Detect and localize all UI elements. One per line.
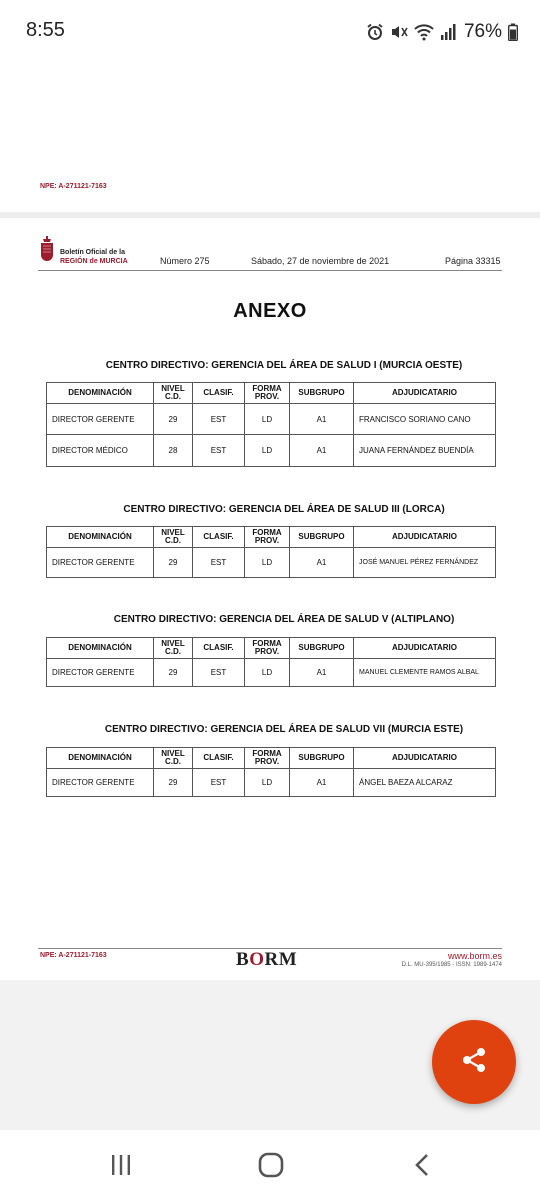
header-divider <box>38 270 502 271</box>
cell-forma: LD <box>245 769 290 797</box>
navigation-bar <box>0 1130 540 1200</box>
back-icon <box>411 1153 435 1182</box>
cell-forma: LD <box>245 404 290 435</box>
cell-subgrupo: A1 <box>290 435 354 467</box>
borm-title <box>60 248 128 266</box>
cell-clasif: EST <box>193 548 245 578</box>
previous-page <box>0 60 540 212</box>
col-subgrupo: SUBGRUPO <box>290 383 354 404</box>
cell-subgrupo: A1 <box>290 659 354 687</box>
cell-nivel: 28 <box>154 435 193 467</box>
footer-npe: NPE: A-271121-7163 <box>40 952 107 959</box>
col-subgrupo: SUBGRUPO <box>290 638 354 659</box>
section-title: CENTRO DIRECTIVO: GERENCIA DEL ÁREA DE SALUD III (LORCA) <box>123 504 445 515</box>
col-forma: FORMA PROV. <box>245 748 290 769</box>
col-denominacion: DENOMINACIÓN <box>47 383 154 404</box>
cell-denominacion: DIRECTOR GERENTE <box>47 548 154 578</box>
cell-denominacion: DIRECTOR GERENTE <box>47 769 154 797</box>
col-adjudicatario: ADJUDICATARIO <box>354 527 496 548</box>
cell-clasif: EST <box>193 435 245 467</box>
table-row <box>47 769 496 797</box>
section-title: CENTRO DIRECTIVO: GERENCIA DEL ÁREA DE SALUD I (MURCIA OESTE) <box>105 360 463 371</box>
table-header-row <box>47 383 496 404</box>
table-header-row <box>47 527 496 548</box>
cell-adjudicatario: JOSÉ MANUEL PÉREZ FERNÁNDEZ <box>354 548 496 578</box>
home-icon <box>257 1151 285 1184</box>
col-nivel: NIVEL C.D. <box>154 638 193 659</box>
table-row <box>47 404 496 435</box>
col-subgrupo: SUBGRUPO <box>290 748 354 769</box>
cell-adjudicatario: FRANCISCO SORIANO CANO <box>354 404 496 435</box>
home-button[interactable] <box>256 1152 286 1182</box>
battery-icon <box>508 23 518 41</box>
positions-table <box>46 637 496 687</box>
status-icons <box>366 19 518 45</box>
recent-apps-icon <box>109 1153 133 1182</box>
cell-forma: LD <box>245 659 290 687</box>
cell-adjudicatario: MANUEL CLEMENTE RAMOS ALBAL <box>354 659 496 687</box>
col-denominacion: DENOMINACIÓN <box>47 638 154 659</box>
status-bar <box>0 0 540 60</box>
positions-table <box>46 382 496 467</box>
cell-subgrupo: A1 <box>290 769 354 797</box>
coat-of-arms-icon <box>40 236 54 264</box>
col-nivel: NIVEL C.D. <box>154 383 193 404</box>
col-clasif: CLASIF. <box>193 527 245 548</box>
recent-apps-button[interactable] <box>106 1152 136 1182</box>
legal-deposit: D.L. MU-395/1985 - ISSN: 1989-1474 <box>401 962 502 968</box>
section-title: CENTRO DIRECTIVO: GERENCIA DEL ÁREA DE SALUD VII (MURCIA ESTE) <box>104 724 464 735</box>
cell-denominacion: DIRECTOR MÉDICO <box>47 435 154 467</box>
issue-date: Sábado, 27 de noviembre de 2021 <box>251 256 390 266</box>
share-button[interactable] <box>432 1020 516 1104</box>
cell-denominacion: DIRECTOR GERENTE <box>47 659 154 687</box>
issue-number: Número 275 <box>160 256 210 266</box>
col-clasif: CLASIF. <box>193 748 245 769</box>
col-adjudicatario: ADJUDICATARIO <box>354 638 496 659</box>
battery-percent: 76% <box>463 21 502 42</box>
wifi-icon <box>414 23 434 41</box>
logo-line-2: REGIÓN de MURCIA <box>60 258 128 265</box>
cell-subgrupo: A1 <box>290 548 354 578</box>
table-row <box>47 659 496 687</box>
cell-forma: LD <box>245 548 290 578</box>
cell-nivel: 29 <box>154 548 193 578</box>
status-time: 8:55 <box>26 19 65 41</box>
positions-table <box>46 747 496 797</box>
col-denominacion: DENOMINACIÓN <box>47 527 154 548</box>
page-number: Página 33315 <box>445 256 501 266</box>
cell-denominacion: DIRECTOR GERENTE <box>47 404 154 435</box>
col-nivel: NIVEL C.D. <box>154 527 193 548</box>
npe-code: NPE: A-271121-7163 <box>40 183 107 190</box>
cell-clasif: EST <box>193 404 245 435</box>
table-row <box>47 548 496 578</box>
back-button[interactable] <box>408 1152 438 1182</box>
col-clasif: CLASIF. <box>193 638 245 659</box>
mute-icon <box>390 23 408 41</box>
col-subgrupo: SUBGRUPO <box>290 527 354 548</box>
col-forma: FORMA PROV. <box>245 527 290 548</box>
positions-table <box>46 526 496 578</box>
cell-adjudicatario: JUANA FERNÁNDEZ BUENDÍA <box>354 435 496 467</box>
col-clasif: CLASIF. <box>193 383 245 404</box>
col-denominacion: DENOMINACIÓN <box>47 748 154 769</box>
col-adjudicatario: ADJUDICATARIO <box>354 748 496 769</box>
cell-adjudicatario: ÁNGEL BAEZA ALCARAZ <box>354 769 496 797</box>
cell-nivel: 29 <box>154 769 193 797</box>
logo-line-1: Boletín Oficial de la <box>60 249 125 256</box>
col-forma: FORMA PROV. <box>245 383 290 404</box>
col-adjudicatario: ADJUDICATARIO <box>354 383 496 404</box>
share-icon <box>459 1045 489 1080</box>
section-title: CENTRO DIRECTIVO: GERENCIA DEL ÁREA DE SALUD V (ALTIPLANO) <box>113 614 455 625</box>
col-nivel: NIVEL C.D. <box>154 748 193 769</box>
cell-forma: LD <box>245 435 290 467</box>
cell-nivel: 29 <box>154 659 193 687</box>
table-header-row <box>47 748 496 769</box>
cell-clasif: EST <box>193 659 245 687</box>
table-header-row <box>47 638 496 659</box>
borm-logo: BORM <box>236 949 298 970</box>
cell-clasif: EST <box>193 769 245 797</box>
signal-icon <box>440 23 456 41</box>
cell-subgrupo: A1 <box>290 404 354 435</box>
cell-nivel: 29 <box>154 404 193 435</box>
website-link[interactable]: www.borm.es <box>447 951 502 961</box>
col-forma: FORMA PROV. <box>245 638 290 659</box>
alarm-icon <box>366 23 384 41</box>
anexo-heading: ANEXO <box>233 300 307 322</box>
table-row <box>47 435 496 467</box>
document-page[interactable] <box>0 218 540 980</box>
